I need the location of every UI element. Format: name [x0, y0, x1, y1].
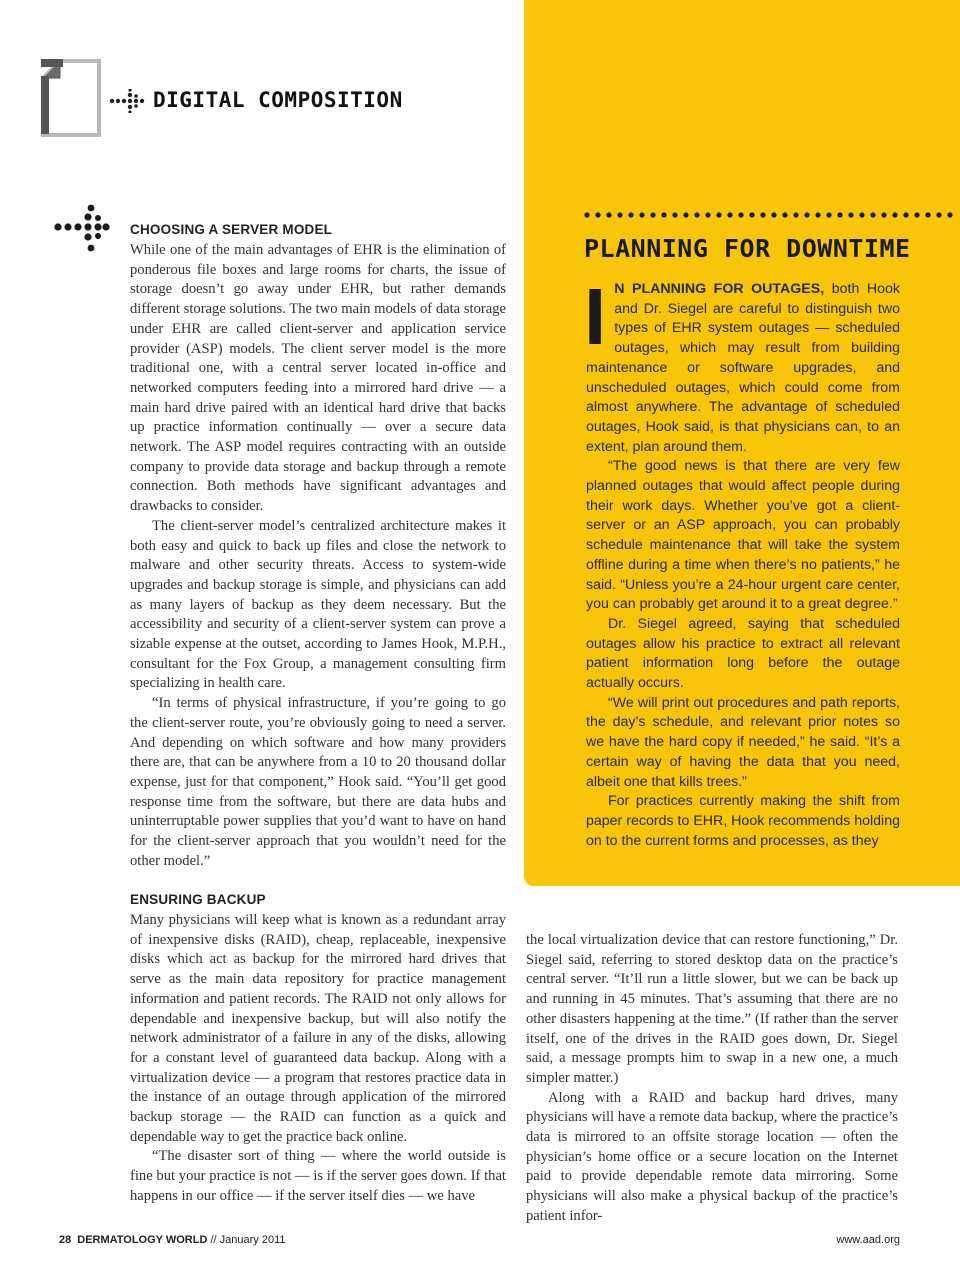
website-url: www.aad.org	[836, 1234, 900, 1246]
article-column-3	[526, 931, 898, 1227]
rule-dot	[650, 212, 655, 217]
rule-dot	[683, 212, 688, 217]
dotted-rule	[584, 210, 960, 220]
paragraph: “In terms of physical infrastructure, if you’re going to go the client-server route, you’re obviously going to need a server. And depending on which software and how many providers there are, that can be anywhere from a 10 to 20 thousand dollar expense, just for that component,” Hook said. “You’ll get good response time from the software, but there are data hubs and uninterruptable power supplies that you’d want to have on hand for the client-server approach that you wouldn’t need for the other model.”	[130, 695, 506, 869]
sidebar-body	[584, 272, 900, 851]
rule-dot	[584, 212, 589, 217]
rule-dot	[771, 212, 776, 217]
publication-name: DERMATOLOGY WORLD	[77, 1234, 208, 1246]
rule-dot	[716, 212, 721, 217]
rule-dot	[914, 212, 919, 217]
paragraph: “The good news is that there are very few planned outages that would affect people during their work days. Whether you’ve got a client-server or an ASP approach, you can probably schedule maintenance that will take the system offline during a time when there’s no patients,” he said. “Unless you’re a 24-hour urgent care center, you can probably get around it to a great degree.”	[586, 458, 900, 613]
issue-date: // January 2011	[210, 1234, 286, 1246]
sidebar-title: PLANNING FOR DOWNTIME	[584, 234, 911, 263]
paragraph: “The disaster sort of thing — where the world outside is fine but your practice is not — is if the server goes down. If that happens in our office — if the server itself dies — we have	[130, 1148, 506, 1204]
section-title: DIGITAL COMPOSITION	[153, 88, 403, 112]
rule-dot	[694, 212, 699, 217]
arrow-dots-icon	[109, 89, 149, 113]
paragraph: Along with a RAID and backup hard drives, many physicians will have a remote data backup, where the practice’s data is mirrored to an offsite storage location — often the physician’s home office or a secure location on the Internet paid to provide dependable remote data mirroring. Some physicians will also make a physical backup of the practice’s patient infor-	[526, 1089, 898, 1224]
rule-dot	[870, 212, 875, 217]
rule-dot	[661, 212, 666, 217]
rule-dot	[628, 212, 633, 217]
rule-dot	[793, 212, 798, 217]
paragraph: Many physicians will keep what is known as a redundant array of inexpensive disks (RAID), cheap, replaceable, inexpensive disks which act as backup for the mirrored hard drives that serve as the main data repository for practice management information and patient records. The RAID not only allows for dependable and inexpensive backup, but will also notify the network administrator of a failure in any of the disks, allowing for a constant level of guaranteed data backup. Along with a virtualization device — a program that restores practice data in the instance of an outage through application of the mirrored backup storage — the RAID can function as a quick and dependable way to get the practice back online.	[130, 912, 506, 1145]
paragraph: “We will print out procedures and path reports, the day’s schedule, and relevant prior notes so we have the hard copy if needed,” he said. “It’s a certain way of having the data that you need, albeit one that kills trees.”	[586, 694, 900, 790]
rule-dot	[881, 212, 886, 217]
heading-ensuring-backup: ENSURING BACKUP	[130, 892, 266, 907]
rule-dot	[595, 212, 600, 217]
rule-dot	[617, 212, 622, 217]
rule-dot	[760, 212, 765, 217]
rule-dot	[903, 212, 908, 217]
rule-dot	[804, 212, 809, 217]
heading-choosing-server-model: CHOOSING A SERVER MODEL	[130, 222, 333, 237]
paragraph: the local virtualization device that can restore functioning,” Dr. Siegel said, referring to stored desktop data on the practice’s central server. “It’ll run a little slower, but we can be back up and running in 45 minutes. That’s assuming that there are no other disasters happening at the time.” (If rather than the server itself, one of the drives in the RAID goes down, Dr. Siegel said, a message prompts him to swap in a new one, a much simpler matter.)	[526, 932, 898, 1086]
rule-dot	[848, 212, 853, 217]
rule-dot	[738, 212, 743, 217]
paragraph-text: both Hook and Dr. Siegel are careful to distinguish two types of EHR system outages — scheduled outages, which may result from building maintenance or software upgrades, and unscheduled outages, which could come from almost anywhere. The advantage of scheduled outages, Hook said, is that physicians can, to an extent, plan around them.	[586, 281, 900, 455]
rule-dot	[925, 212, 930, 217]
lead-in: N PLANNING FOR OUTAGES,	[614, 281, 825, 297]
rule-dot	[826, 212, 831, 217]
paragraph: While one of the main advantages of EHR is the elimination of ponderous file boxes and large rooms for charts, the issue of storage doesn’t go away under EHR, but rather demands different storage solutions. The two main models of data storage under EHR are called client-server and application service provider (ASP) models. The client server model is the more traditional one, with a central server located in-office and networked computers feeding into a mirrored hard drive — a main hard drive paired with an identical hard drive that backs up practice information continually — over a secure data network. The ASP model requires contracting with an outside company to provide data storage and backup through a remote connection. Both methods have significant advantages and drawbacks to consider.	[130, 242, 506, 515]
paragraph: The client-server model’s centralized architecture makes it both easy and quick to back up files and close the network to malware and other security threats. Access to system-wide upgrades and backup storage is simple, and physicians can add as many layers of backup as they deem necessary. But the accessibility and security of a client-server system can prove a sizable expense at the outset, according to James Hook, M.P.H., consultant for the Fox Group, a management consulting firm specializing in health care.	[130, 517, 506, 692]
section-dots-icon	[54, 204, 110, 254]
rule-dot	[727, 212, 732, 217]
rule-dot	[859, 212, 864, 217]
rule-dot	[749, 212, 754, 217]
rule-dot	[705, 212, 710, 217]
article-column-2	[130, 911, 506, 1207]
rule-dot	[639, 212, 644, 217]
rule-dot	[892, 212, 897, 217]
rule-dot	[782, 212, 787, 217]
article-column-1	[130, 241, 506, 872]
rule-dot	[815, 212, 820, 217]
paragraph: For practices currently making the shift from paper records to EHR, Hook recommends holding on to the current forms and processes, as they	[586, 793, 900, 849]
paragraph: Dr. Siegel agreed, saying that scheduled outages allow his practice to extract all relevant patient information long before the outage actually occurs.	[586, 615, 900, 692]
page-number: 28	[59, 1234, 72, 1246]
rule-dot	[672, 212, 677, 217]
rule-dot	[606, 212, 611, 217]
drop-cap: I	[584, 272, 607, 361]
rule-dot	[936, 212, 941, 217]
rule-dot	[837, 212, 842, 217]
footer-left	[59, 1234, 286, 1246]
rule-dot	[947, 212, 952, 217]
paragraph	[584, 272, 900, 457]
document-icon	[40, 58, 102, 138]
